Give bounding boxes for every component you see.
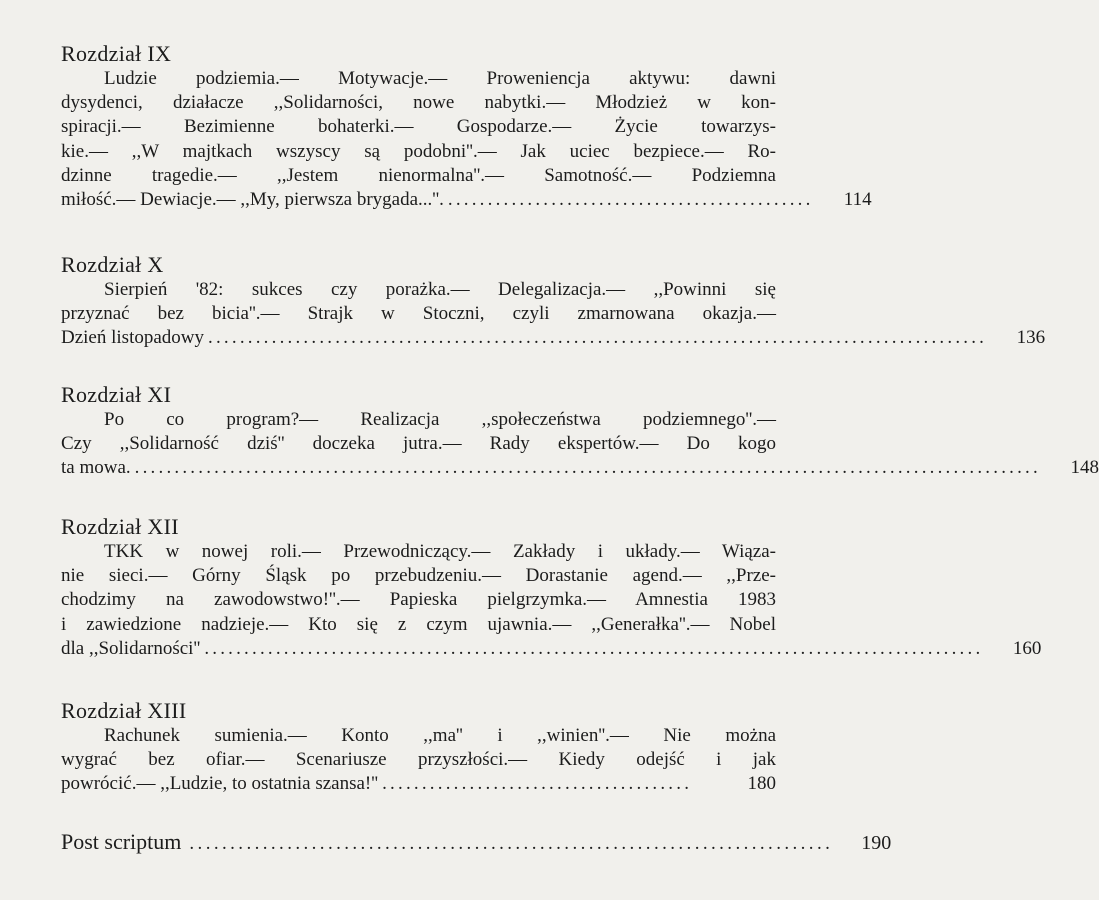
chapter-line: Sierpień '82: sukces czy porażka.— Delegalizacja.— ,,Powinni się — [104, 279, 776, 300]
chapter-line-text: dla ,,Solidarności'' — [61, 637, 201, 659]
chapter-last-line — [61, 326, 1046, 350]
chapter-line: spiracji.— Bezimienne bohaterki.— Gospodarze.— Życie towarzys- — [61, 116, 776, 138]
page-number: 160 — [1012, 637, 1042, 659]
dot-leader: .............................................. — [447, 188, 814, 210]
chapter-last-line — [61, 772, 776, 796]
chapter-title: Rozdział XII — [61, 514, 179, 539]
page-number: 180 — [747, 773, 776, 795]
chapter-line: wygrać bez ofiar.— Scenariusze przyszłości.— Kiedy odejść i jak — [61, 749, 776, 771]
chapter-last-line — [61, 456, 1099, 480]
chapter-line: chodzimy na zawodowstwo!''.— Papieska pielgrzymka.— Amnestia 1983 — [61, 589, 776, 611]
post-scriptum-title: Post scriptum — [61, 829, 182, 854]
chapter-line: i zawiedzione nadzieje.— Kto się z czym ujawnia.— ,,Generałka''.— Nobel — [61, 613, 776, 635]
chapter-line: Czy ,,Solidarność dziś'' doczeka jutra.— Rady ekspertów.— Do kogo — [61, 433, 776, 455]
chapter-xi — [61, 382, 1099, 481]
page-number: 190 — [861, 832, 892, 854]
chapter-line-text: powrócić.— ,,Ludzie, to ostatnia szansa!'' — [61, 773, 379, 795]
page-number: 148 — [1070, 457, 1099, 479]
chapter-line: nie sieci.— Górny Śląsk po przebudzeniu.— Dorastanie agend.— ,,Prze- — [61, 565, 776, 587]
dot-leader: ............................................................................... — [189, 833, 834, 854]
chapter-last-line — [61, 637, 1042, 661]
chapter-title: Rozdział IX — [61, 41, 172, 66]
dot-leader: .................................................................................................. — [208, 327, 988, 349]
dot-leader: .................................................................................................. — [204, 637, 984, 659]
chapter-title: Rozdział XI — [61, 382, 172, 407]
page-number: 136 — [1016, 327, 1046, 349]
chapter-line: kie.— ,,W majtkach wszyscy są podobni''.— Jak uciec bezpiece.— Ro- — [61, 140, 776, 162]
chapter-line: przyznać bez bicia''.— Strajk w Stoczni, czyli zmarnowana okazja.— — [61, 303, 776, 325]
dot-leader: .................................................................................................................. — [134, 457, 1041, 479]
dot-leader: ....................................... — [382, 773, 693, 795]
chapter-xiii — [61, 698, 776, 797]
chapter-line: dzinne tragedie.— ,,Jestem nienormalna''.— Samotność.— Podziemna — [61, 164, 776, 186]
chapter-ix — [61, 41, 872, 212]
chapter-line: Rachunek sumienia.— Konto ,,ma'' i ,,winien''.— Nie można — [104, 725, 776, 746]
chapter-line-text: miłość.— Dewiacje.— ,,My, pierwsza brygada...''. — [61, 188, 444, 210]
chapter-line: TKK w nowej roli.— Przewodniczący.— Zakłady i układy.— Wiąza- — [104, 541, 776, 562]
post-scriptum-entry — [61, 829, 892, 857]
chapter-line: dysydenci, działacze ,,Solidarności, nowe nabytki.— Młodzież w kon- — [61, 92, 776, 114]
chapter-line: Ludzie podziemia.— Motywacje.— Proweniencja aktywu: dawni — [104, 68, 776, 89]
chapter-line: Po co program?— Realizacja ,,społeczeństwa podziemnego''.— — [104, 409, 776, 430]
chapter-last-line — [61, 188, 872, 212]
chapter-xii — [61, 514, 1042, 661]
chapter-title: Rozdział X — [61, 252, 164, 277]
page-number: 114 — [843, 188, 872, 210]
chapter-line-text: Dzień listopadowy — [61, 327, 205, 349]
chapter-line-text: ta mowa. — [61, 457, 131, 479]
chapter-x — [61, 252, 1046, 351]
chapter-title: Rozdział XIII — [61, 698, 187, 723]
